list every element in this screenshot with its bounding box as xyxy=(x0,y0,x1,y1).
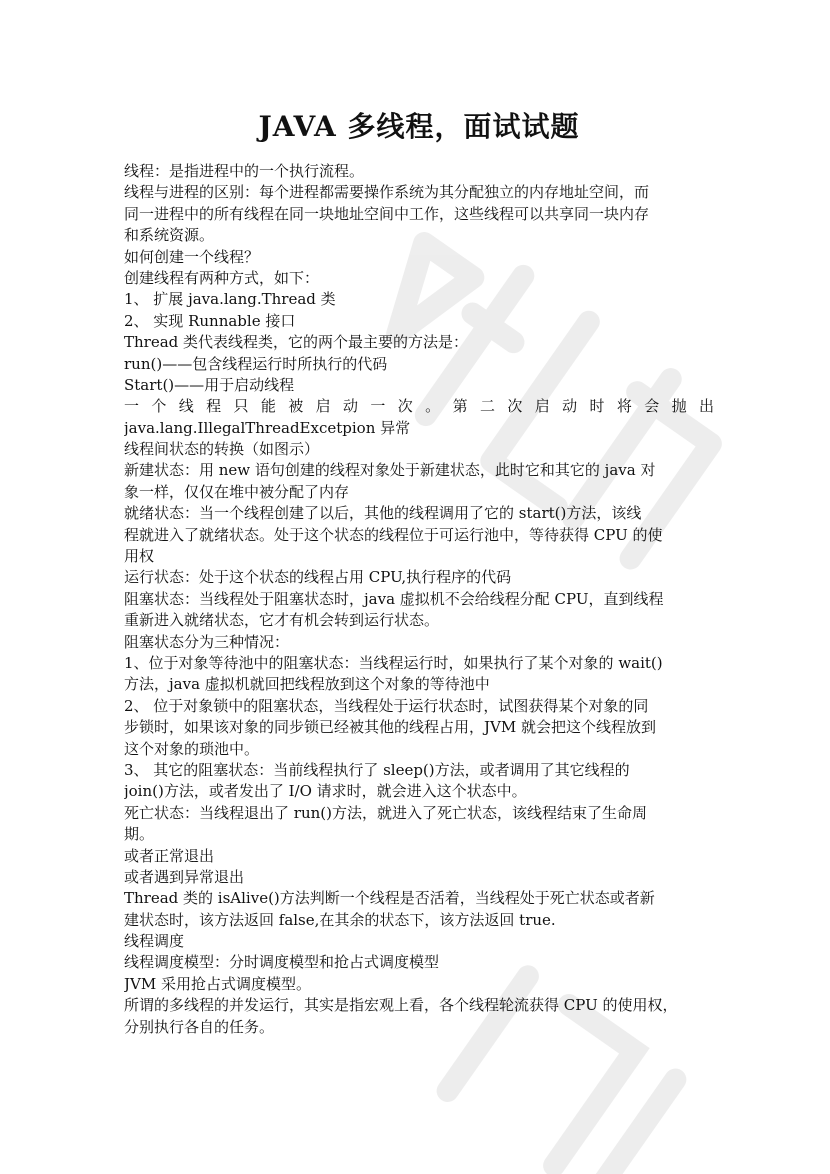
document-line: 用权 xyxy=(124,547,155,566)
document-line: 线程：是指进程中的一个执行流程。 xyxy=(124,162,365,180)
document-line: 同一进程中的所有线程在同一块地址空间中工作，这些线程可以共享同一块内存 xyxy=(124,204,650,223)
document-line: Start()——用于启动线程 xyxy=(124,375,295,394)
document-line: 方法，java 虚拟机就回把线程放到这个对象的等待池中 xyxy=(124,675,490,694)
document-line: 阻塞状态分为三种情况： xyxy=(124,632,290,651)
document-line: 就绪状态：当一个线程创建了以后，其他的线程调用了它的 start()方法，该线 xyxy=(124,504,642,523)
document-line: 线程调度 xyxy=(124,932,185,951)
document-line: 1、位于对象等待池中的阻塞状态：当线程运行时，如果执行了某个对象的 wait() xyxy=(124,653,663,672)
document-line: 2、 实现 Runnable 接口 xyxy=(124,311,296,330)
document-line: 创建线程有两种方式，如下： xyxy=(124,268,320,287)
document-line: 或者遇到异常退出 xyxy=(124,867,245,886)
document-line: 运行状态：处于这个状态的线程占用 CPU,执行程序的代码 xyxy=(124,568,512,587)
document-line: run()——包含线程运行时所执行的代码 xyxy=(124,354,388,373)
document-page xyxy=(124,0,714,1038)
document-line: 一个线程只能被启动一次。第二次启动时将会抛出 xyxy=(124,397,714,416)
document-line: 分别执行各自的任务。 xyxy=(124,1017,275,1036)
document-line: 线程调度模型：分时调度模型和抢占式调度模型 xyxy=(124,953,440,972)
document-line: 1、 扩展 java.lang.Thread 类 xyxy=(124,290,336,309)
document-line: 期。 xyxy=(124,825,155,844)
document-line: 3、 其它的阻塞状态：当前线程执行了 sleep()方法，或者调用了其它线程的 xyxy=(124,760,630,779)
document-line: 和系统资源。 xyxy=(124,226,215,245)
document-line: java.lang.IllegalThreadExcetpion 异常 xyxy=(124,418,411,437)
document-line: JVM 采用抢占式调度模型。 xyxy=(124,974,311,993)
document-line: 程就进入了就绪状态。处于这个状态的线程位于可运行池中，等待获得 CPU 的使 xyxy=(124,525,663,544)
document-line: 建状态时，该方法返回 false,在其余的状态下，该方法返回 true. xyxy=(124,910,556,929)
document-line: 或者正常退出 xyxy=(124,846,215,865)
document-body xyxy=(124,161,714,1038)
document-line: 所谓的多线程的并发运行，其实是指宏观上看，各个线程轮流获得 CPU 的使用权， xyxy=(124,996,678,1015)
document-line: 死亡状态：当线程退出了 run()方法，就进入了死亡状态，该线程结束了生命周 xyxy=(124,803,647,822)
document-line: Thread 类的 isAlive()方法判断一个线程是否活着，当线程处于死亡状态或者新 xyxy=(124,889,655,908)
document-line: 线程与进程的区别：每个进程都需要操作系统为其分配独立的内存地址空间，而 xyxy=(124,183,650,202)
document-line: 如何创建一个线程？ xyxy=(124,247,260,266)
document-line: 线程间状态的转换（如图示） xyxy=(124,440,320,459)
document-line: join()方法，或者发出了 I/O 请求时，就会进入这个状态中。 xyxy=(124,782,527,801)
document-line: Thread 类代表线程类，它的两个最主要的方法是： xyxy=(124,333,469,352)
document-line: 象一样，仅仅在堆中被分配了内存 xyxy=(124,482,350,501)
document-line: 步锁时，如果该对象的同步锁已经被其他的线程占用，JVM 就会把这个线程放到 xyxy=(124,718,656,737)
document-title: JAVA 多线程，面试试题 xyxy=(258,110,580,143)
document-line: 新建状态：用 new 语句创建的线程对象处于新建状态，此时它和其它的 java 对 xyxy=(124,461,656,480)
document-line: 阻塞状态：当线程处于阻塞状态时，java 虚拟机不会给线程分配 CPU，直到线程 xyxy=(124,589,664,608)
document-line: 这个对象的琐池中。 xyxy=(124,739,260,758)
document-line: 重新进入就绪状态，它才有机会转到运行状态。 xyxy=(124,611,440,630)
document-line: 2、 位于对象锁中的阻塞状态，当线程处于运行状态时，试图获得某个对象的同 xyxy=(124,696,649,715)
